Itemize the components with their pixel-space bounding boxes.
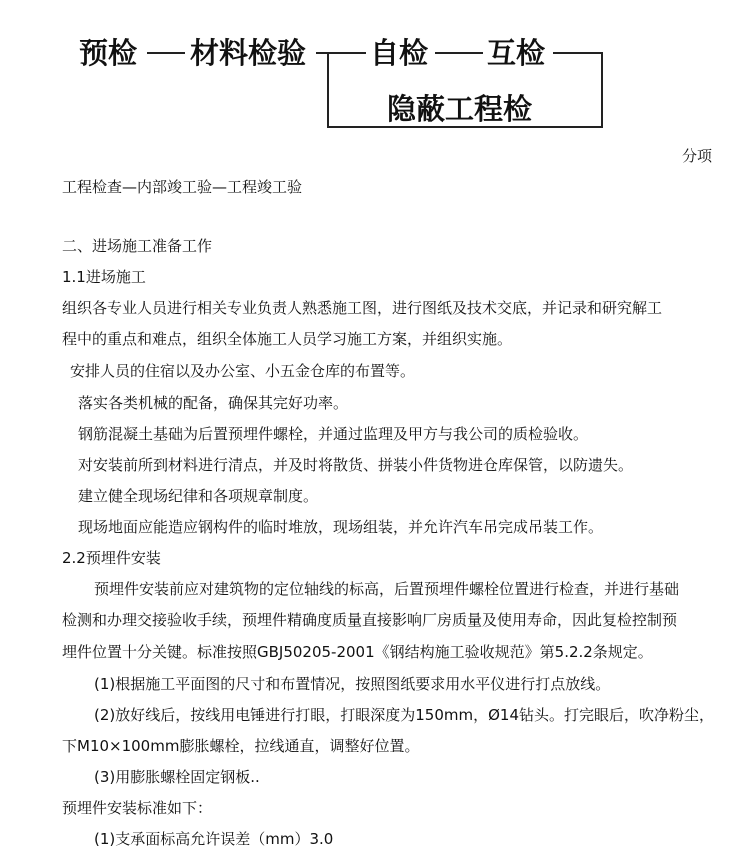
paragraph-line: 组织各专业人员进行相关专业负责人熟悉施工图，进行图纸及技术交底，并记录和研究解工 xyxy=(62,299,663,317)
flow-connector-self-mutual xyxy=(435,52,483,54)
flow-bracket-bottom xyxy=(327,126,603,128)
list-item: 对安装前所到材料进行清点，并及时将散货、拼装小件货物进仓库保管，以防遗失。 xyxy=(78,456,634,474)
process-line: 工程检查—内部竣工验—工程竣工验 xyxy=(62,178,303,196)
flow-connector-mutual-right xyxy=(553,52,603,54)
list-item: 建立健全现场纪律和各项规章制度。 xyxy=(78,487,319,505)
flow-node-concealed-works: 隐蔽工程检 xyxy=(387,92,533,126)
flow-bracket-right xyxy=(601,52,603,128)
paragraph-line: 埋件位置十分关键。标准按照GBJ50205-2001《钢结构施工验收规范》第5.2.2条规定。 xyxy=(62,643,653,661)
standard-item: (1)支承面标高允许误差（mm）3.0 xyxy=(94,830,334,848)
list-item: 现场地面应能造应钢构件的临时堆放，现场组装，并允许汽车吊完成吊装工作。 xyxy=(78,518,604,536)
flow-node-mutual-check: 互检 xyxy=(487,36,546,70)
subitem-label: 分项 xyxy=(682,147,713,165)
subsection-heading-embedded-parts: 2.2预埋件安装 xyxy=(62,549,161,567)
flow-node-self-check: 自检 xyxy=(370,36,429,70)
step-item-continuation: 下M10×100mm膨胀螺栓，拉线通直，调整好位置。 xyxy=(62,737,420,755)
flow-node-material-inspection: 材料检验 xyxy=(190,36,307,70)
list-item: 落实各类机械的配备，确保其完好功率。 xyxy=(78,394,349,412)
flow-connector-material-self xyxy=(316,52,366,54)
flow-node-precheck: 预检 xyxy=(79,36,138,70)
flow-bracket-left xyxy=(327,52,329,128)
inspection-flowchart xyxy=(0,0,742,140)
section-heading-preparation: 二、进场施工准备工作 xyxy=(62,237,213,255)
paragraph-line: 检测和办理交接验收手续，预埋件精确度质量直接影响厂房质量及使用寿命，因此复检控制预 xyxy=(62,611,678,629)
standard-heading: 预埋件安装标准如下： xyxy=(62,799,213,817)
paragraph-line: 预埋件安装前应对建筑物的定位轴线的标高，后置预埋件螺栓位置进行检查，并进行基础 xyxy=(94,580,680,598)
step-item: (1)根据施工平面图的尺寸和布置情况，按照图纸要求用水平仪进行打点放线。 xyxy=(94,675,611,693)
step-item: (3)用膨胀螺栓固定钢板.. xyxy=(94,768,260,786)
flow-connector-precheck-material xyxy=(147,52,185,54)
step-item: (2)放好线后，按线用电锤进行打眼，打眼深度为150mm，Ø14钻头。打完眼后，吹净粉尘， xyxy=(94,706,714,724)
list-item: 安排人员的住宿以及办公室、小五金仓库的布置等。 xyxy=(70,362,416,380)
list-item: 钢筋混凝土基础为后置预埋件螺栓，并通过监理及甲方与我公司的质检验收。 xyxy=(78,425,589,443)
paragraph-line: 程中的重点和难点，组织全体施工人员学习施工方案，并组织实施。 xyxy=(62,330,513,348)
subsection-heading-site-entry: 1.1进场施工 xyxy=(62,268,146,286)
